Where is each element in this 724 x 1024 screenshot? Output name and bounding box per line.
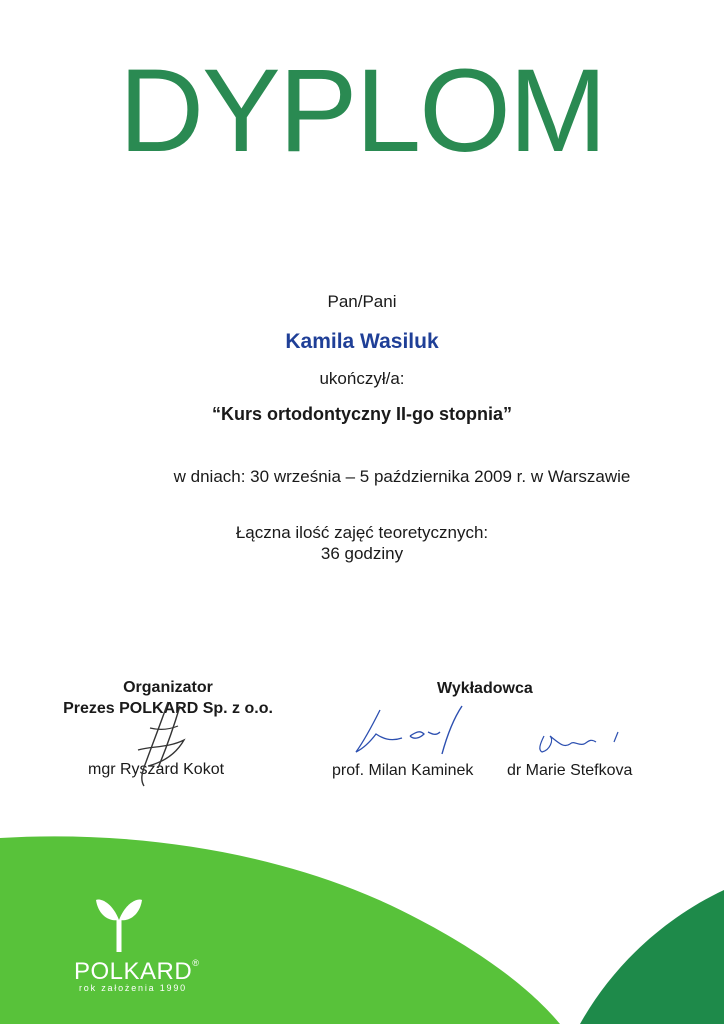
lecturer-signature-2 [530, 726, 630, 766]
organizer-name: mgr Ryszard Kokot [88, 761, 225, 778]
lecturer-name-2: dr Marie Stefkova [507, 762, 633, 779]
organizer-title: Prezes POLKARD Sp. z o.o. [63, 700, 273, 717]
organizer-heading: Organizator [123, 679, 213, 696]
logo-tagline: rok założenia 1990 [79, 983, 187, 993]
logo-wordmark [74, 958, 199, 986]
course-dates: w dniach: 30 września – 5 października 2009 r. w Warszawie [173, 467, 631, 486]
dark-green-corner [580, 890, 724, 1024]
lecturer-name-1: prof. Milan Kaminek [332, 762, 474, 779]
sprout-icon [94, 890, 144, 954]
registered-mark: ® [192, 958, 200, 968]
diploma-title: DYPLOM [118, 45, 606, 177]
salutation: Pan/Pani [327, 292, 397, 311]
completed-label: ukończył/a: [319, 369, 405, 388]
hours-value: 36 godziny [320, 544, 404, 563]
lecturer-heading: Wykładowca [437, 680, 533, 697]
recipient-name: Kamila Wasiluk [285, 330, 439, 353]
organizer-signature [128, 700, 198, 790]
course-name: “Kurs ortodontyczny II-go stopnia” [212, 404, 512, 424]
hours-label: Łączna ilość zajęć teoretycznych: [235, 523, 489, 542]
lecturer-signature-1 [350, 702, 470, 762]
logo-name: POLKARD [74, 958, 193, 985]
